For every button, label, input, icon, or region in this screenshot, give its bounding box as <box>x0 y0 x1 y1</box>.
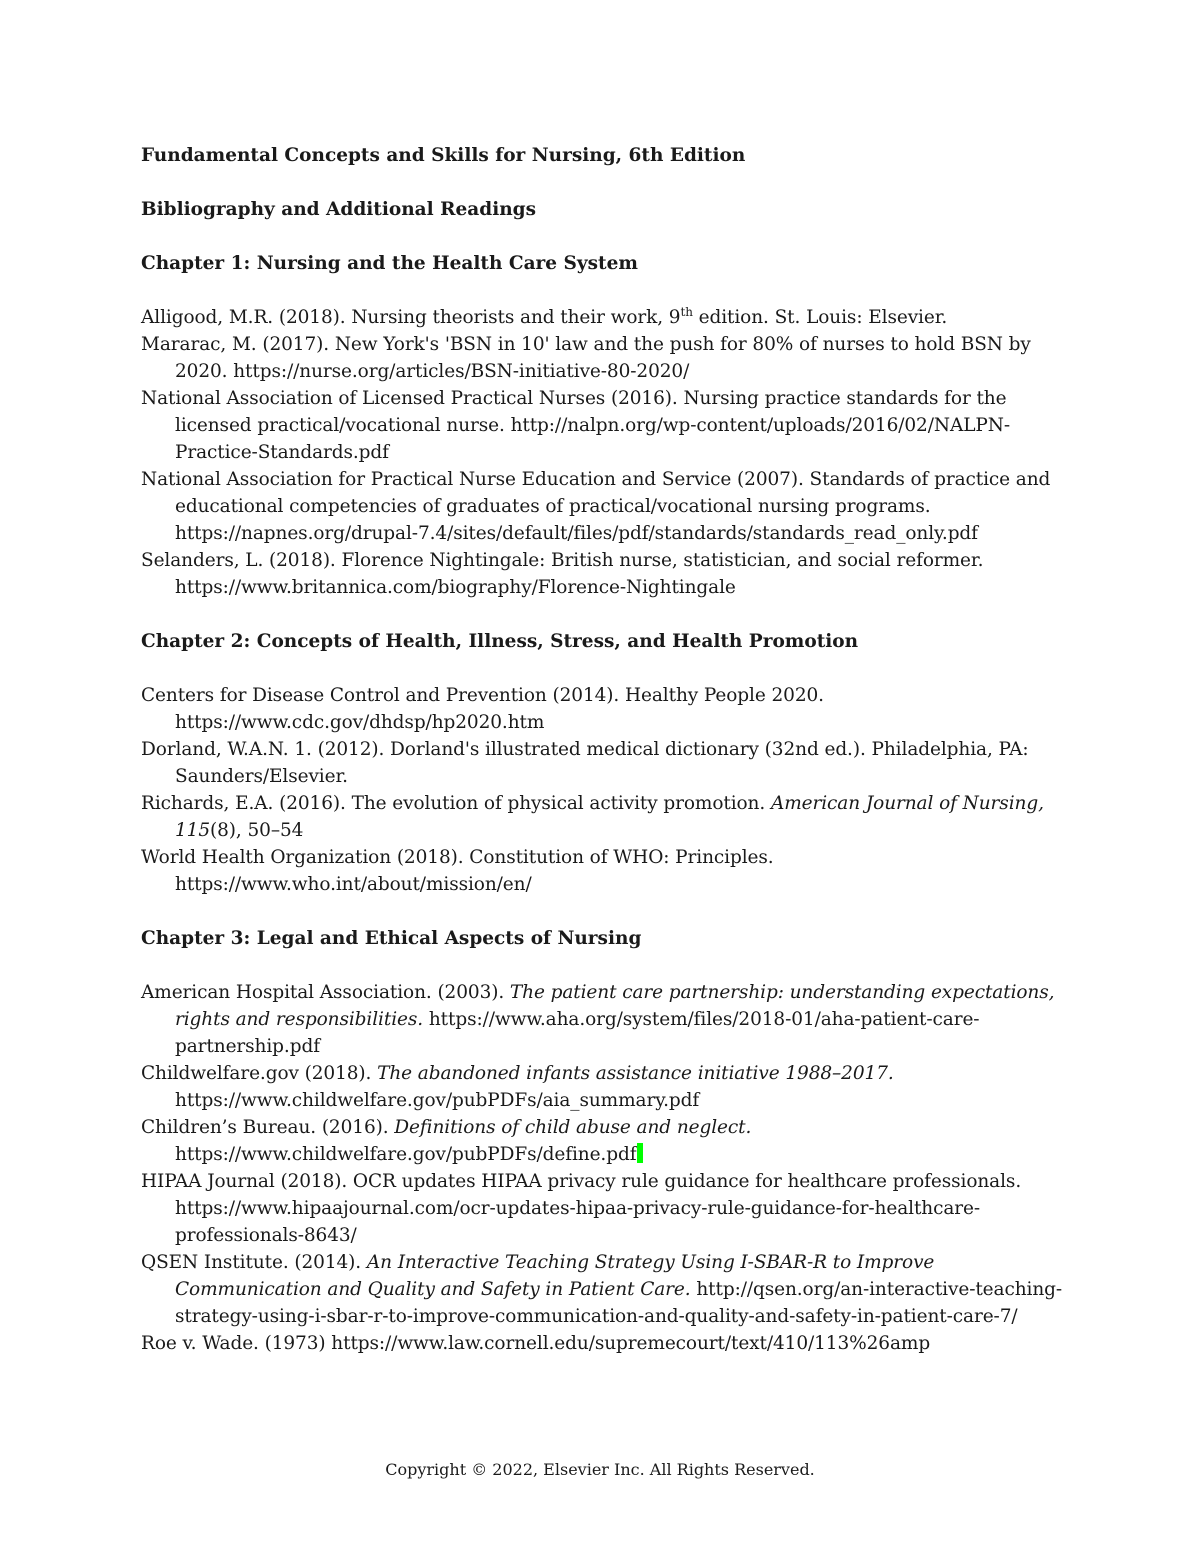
document-subtitle: Bibliography and Additional Readings <box>141 199 537 220</box>
chapter-heading: Chapter 3: Legal and Ethical Aspects of Nursing <box>141 928 642 949</box>
chapter-2-section <box>141 628 1071 898</box>
reference-entry: Alligood, M.R. (2018). Nursing theorists and their work, 9th edition. St. Louis: Elsevier. <box>141 304 948 328</box>
copyright-footer: Copyright © 2022, Elsevier Inc. All Rights Reserved. <box>385 1460 815 1479</box>
text-cursor-highlight <box>637 1143 643 1163</box>
reference-entry: Childwelfare.gov (2018). The abandoned infants assistance initiative 1988–2017. https://www.childwelfare.gov/pubPDFs/aia_summary.pdf <box>141 1063 894 1111</box>
reference-entry: National Association for Practical Nurse Education and Service (2007). Standards of practice and educational competencies of graduates of practical/vocational nursing programs. https://napnes.org/drupal-7.4/sites/default/files/pdf/standards/standards_read_only.pdf <box>141 469 1051 544</box>
reference-entry: HIPAA Journal (2018). OCR updates HIPAA privacy rule guidance for healthcare professionals. https://www.hipaajournal.com/ocr-updates-hipaa-privacy-rule-guidance-for-healthcare-professionals-8643/ <box>141 1171 1022 1246</box>
reference-entry: QSEN Institute. (2014). An Interactive Teaching Strategy Using I-SBAR-R to Improve Communication and Quality and Safety in Patient Care. http://qsen.org/an-interactive-teaching-strategy-using-i-sbar-r-to-improve-communication-and-quality-and-safety-in-patient-care-7/ <box>141 1252 1063 1327</box>
reference-entry: Dorland, W.A.N. 1. (2012). Dorland's illustrated medical dictionary (32nd ed.). Philadelphia, PA: Saunders/Elsevier. <box>141 739 1029 787</box>
reference-entry: Roe v. Wade. (1973) https://www.law.cornell.edu/supremecourt/text/410/113%26amp <box>141 1333 931 1354</box>
chapter-heading: Chapter 1: Nursing and the Health Care System <box>141 253 638 274</box>
reference-entry: National Association of Licensed Practical Nurses (2016). Nursing practice standards for the licensed practical/vocational nurse. http://nalpn.org/wp-content/uploads/2016/02/NALPN-Practice-Standards.pdf <box>141 388 1010 463</box>
document-page <box>141 142 1071 1357</box>
reference-entry: Centers for Disease Control and Prevention (2014). Healthy People 2020. https://www.cdc.gov/dhdsp/hp2020.htm <box>141 685 824 733</box>
chapter-3-section <box>141 925 1071 1357</box>
reference-entry: Children’s Bureau. (2016). Definitions of child abuse and neglect. https://www.childwelfare.gov/pubPDFs/define.pdf <box>141 1117 752 1165</box>
chapter-heading: Chapter 2: Concepts of Health, Illness, Stress, and Health Promotion <box>141 631 859 652</box>
chapter-1-section <box>141 250 1071 601</box>
reference-entry: American Hospital Association. (2003). The patient care partnership: understanding expectations, rights and responsibilities. https://www.aha.org/system/files/2018-01/aha-patient-care-partnership.pdf <box>141 982 1055 1057</box>
reference-entry: Selanders, L. (2018). Florence Nightingale: British nurse, statistician, and social reformer. https://www.britannica.com/biography/Florence-Nightingale <box>141 550 984 598</box>
reference-entry: Richards, E.A. (2016). The evolution of physical activity promotion. American Journal of Nursing, 115(8), 50–54 <box>141 793 1044 841</box>
document-title: Fundamental Concepts and Skills for Nursing, 6th Edition <box>141 145 746 166</box>
reference-entry: Mararac, M. (2017). New York's 'BSN in 10' law and the push for 80% of nurses to hold BSN by 2020. https://nurse.org/articles/BSN-initiative-80-2020/ <box>141 334 1031 382</box>
reference-entry: World Health Organization (2018). Constitution of WHO: Principles. https://www.who.int/about/mission/en/ <box>141 847 774 895</box>
